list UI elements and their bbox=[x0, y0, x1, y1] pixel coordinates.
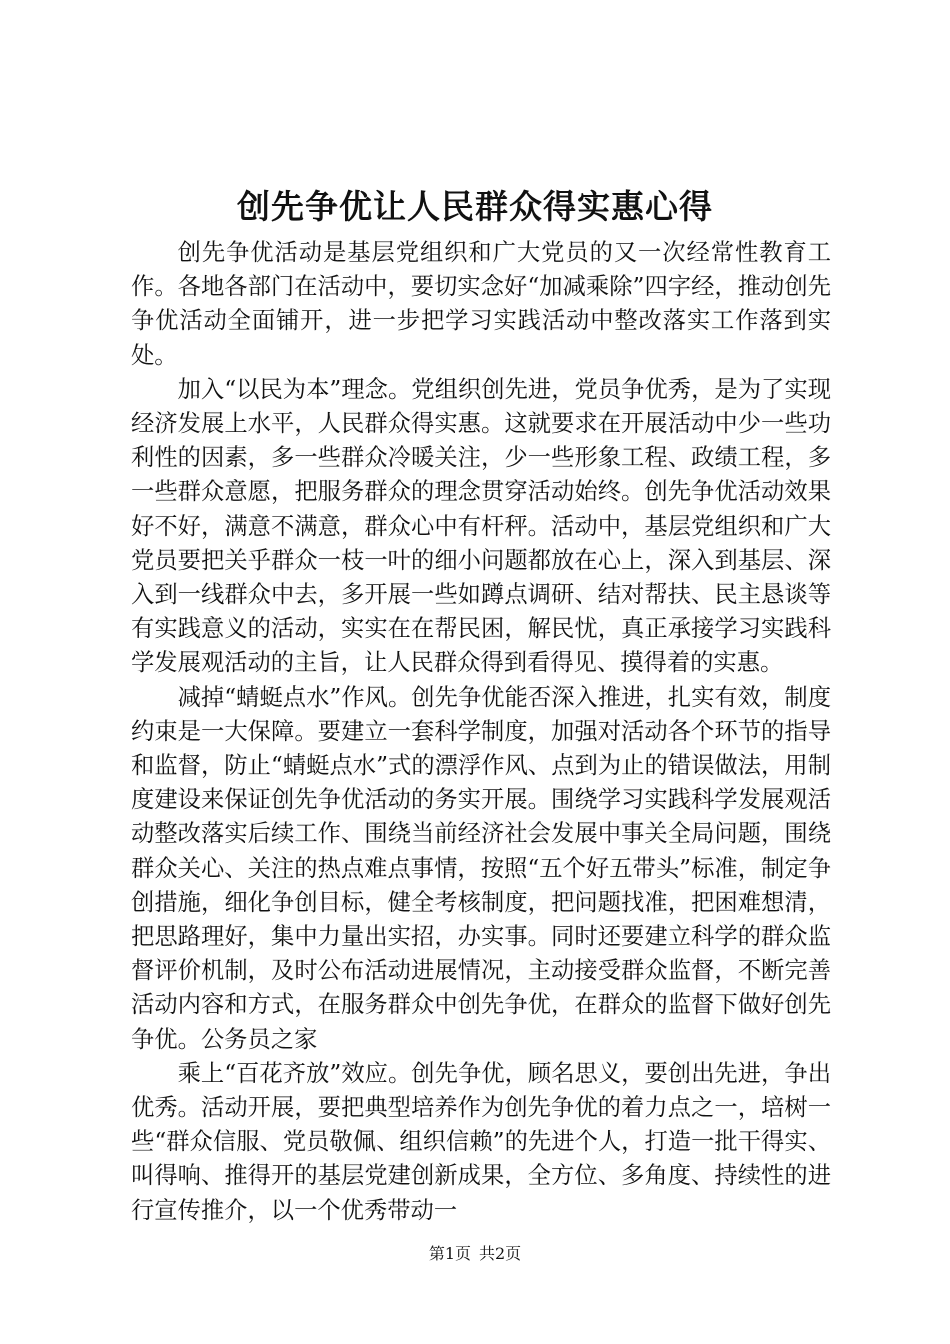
paragraph-add: 加入“以民为本”理念。党组织创先进，党员争优秀，是为了实现经济发展上水平，人民群众得实惠。这就要求在开展活动中少一些功利性的因素，多一些群众冷暖关注，少一些形象工程、政绩工程，多一些群众意愿，把服务群众的理念贯穿活动始终。创先争优活动效果好不好，满意不满意，群众心中有杆秤。活动中，基层党组织和广大党员要把关乎群众一枝一叶的细小问题都放在心上，深入到基层、深入到一线群众中去，多开展一些如蹲点调研、结对帮扶、民主恳谈等有实践意义的活动，实实在在帮民困，解民忧，真正承接学习实践科学发展观活动的主旨，让人民群众得到看得见、摸得着的实惠。 bbox=[131, 375, 831, 677]
document-title: 创先争优让人民群众得实惠心得 bbox=[237, 187, 713, 226]
current-page-number: 第1页 bbox=[428, 1244, 471, 1263]
paragraph-multiply: 乘上“百花齐放”效应。创先争优，顾名思义，要创出先进，争出优秀。活动开展，要把典型培养作为创先争优的着力点之一，培树一些“群众信服、党员敬佩、组织信赖”的先进个人，打造一批干得实、叫得响、推得开的基层党建创新成果，全方位、多角度、持续性的进行宣传推介，以一个优秀带动一 bbox=[131, 1059, 831, 1224]
total-page-count: 共2页 bbox=[479, 1244, 522, 1263]
paragraph-subtract: 减掉“蜻蜓点水”作风。创先争优能否深入推进，扎实有效，制度约束是一大保障。要建立一套科学制度，加强对活动各个环节的指导和监督，防止“蜻蜓点水”式的漂浮作风、点到为止的错误做法，用制度建设来保证创先争优活动的务实开展。围绕学习实践科学发展观活动整改落实后续工作、围绕当前经济社会发展中事关全局问题，围绕群众关心、关注的热点难点事情，按照“五个好五带头”标准，制定争创措施，细化争创目标，健全考核制度，把问题找准，把困难想清，把思路理好，集中力量出实招，办实事。同时还要建立科学的群众监督评价机制，及时公布活动进展情况，主动接受群众监督，不断完善活动内容和方式，在服务群众中创先争优，在群众的监督下做好创先争优。公务员之家 bbox=[131, 683, 831, 1053]
page-footer bbox=[0, 1242, 950, 1266]
paragraph-intro: 创先争优活动是基层党组织和广大党员的又一次经常性教育工作。各地各部门在活动中，要切实念好“加减乘除”四字经，推动创先争优活动全面铺开，进一步把学习实践活动中整改落实工作落到实处。 bbox=[131, 239, 831, 369]
document-body bbox=[131, 236, 831, 1228]
